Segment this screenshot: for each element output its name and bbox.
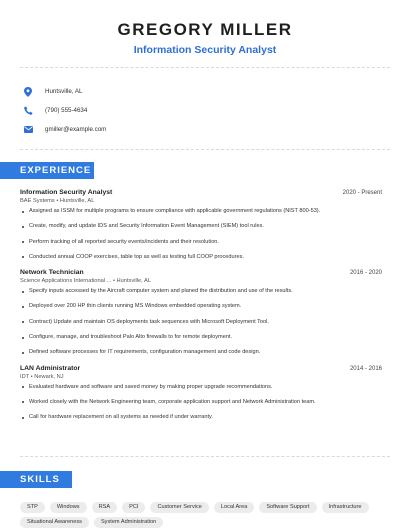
- job-bullet: Worked closely with the Network Engineering team, corporate application support and Network Administration team.: [20, 399, 382, 406]
- contact-phone: [20, 101, 106, 120]
- job-org: IDT • Newark, NJ: [20, 373, 64, 380]
- skill-chip: System Administration: [94, 517, 163, 528]
- job-bullet: Perform tracking of all reported security events/incidents and their resolution.: [20, 239, 382, 246]
- divider: [20, 456, 390, 457]
- job-bullet: Evaluated hardware and software and saved money by making proper upgrade recommendations.: [20, 384, 382, 391]
- job-dates: 2020 - Present: [342, 190, 382, 196]
- email-icon: [23, 125, 33, 135]
- skill-chip: Infrastructure: [322, 502, 369, 513]
- candidate-title: Information Security Analyst: [133, 44, 277, 56]
- candidate-name: GREGORY MILLER: [117, 20, 293, 39]
- job-bullet: Conducted annual COOP exercises, table top as well as testing full COOP procedures.: [20, 254, 382, 261]
- job-bullet: Contract) Update and maintain OS deployments task sequences with Microsoft Deployment Tool.: [20, 319, 382, 326]
- job-title: Network Technician: [20, 269, 84, 277]
- job-title: Information Security Analyst: [20, 189, 113, 196]
- skill-chip: Software Support: [259, 502, 316, 513]
- skill-chip: Situational Awareness: [20, 517, 89, 528]
- resume-header: [0, 0, 410, 56]
- divider: [20, 67, 390, 68]
- divider: [20, 149, 390, 150]
- job-entry: [20, 269, 382, 356]
- section-experience-heading: EXPERIENCE: [0, 162, 94, 179]
- job-title: LAN Administrator: [20, 364, 81, 372]
- section-skills-heading: SKILLS: [0, 471, 72, 488]
- job-bullet: Assigned as ISSM for multiple programs to ensure compliance with applicable government regulations (NIST 800-53).: [20, 208, 382, 215]
- job-bullet: Specify inputs accessed by the Aircraft computer system and planed the distribution and use of the results.: [20, 288, 382, 295]
- skill-chip: Customer Service: [150, 502, 208, 513]
- location-pin-icon: [23, 87, 33, 97]
- job-bullet: Call for hardware replacement on all systems as needed if under warranty.: [20, 414, 382, 421]
- skill-chip: RSA: [92, 502, 118, 513]
- job-bullet: Defined software processes for IT requirements, configuration management and code design.: [20, 349, 382, 356]
- job-entry: [20, 189, 382, 261]
- contact-location-text: Huntsville, AL: [45, 88, 83, 95]
- contact-email-text: gmiller@example.com: [45, 126, 107, 133]
- job-bullet: Configure, manage, and troubleshoot Palo Alto firewalls to for remote deployment.: [20, 334, 382, 341]
- phone-icon: [23, 106, 33, 116]
- contact-location: [20, 82, 106, 101]
- contact-list: [20, 82, 106, 139]
- skills-list: [20, 502, 390, 528]
- job-entry: [20, 365, 382, 422]
- job-dates: 2016 - 2020: [349, 270, 382, 277]
- job-org: Science Applications International ... • Huntsville, AL: [20, 278, 151, 285]
- contact-phone-text: (790) 555-4634: [45, 107, 88, 114]
- contact-email: [20, 120, 106, 139]
- experience-list: [20, 189, 382, 430]
- skill-chip: Windows: [50, 502, 87, 513]
- job-bullet: Deployed over 200 HP thin clients running MS Windows embedded operating system.: [20, 303, 382, 310]
- job-org: BAE Systems • Huntsville, AL: [20, 198, 95, 204]
- skill-chip: PCI: [122, 502, 145, 513]
- job-bullet: Create, modify, and update IDS and Security Information Event Management (SIEM) tool rules.: [20, 223, 382, 230]
- skill-chip: STP: [20, 502, 45, 513]
- skill-chip: Local Area: [214, 502, 254, 513]
- job-dates: 2014 - 2016: [349, 365, 382, 372]
